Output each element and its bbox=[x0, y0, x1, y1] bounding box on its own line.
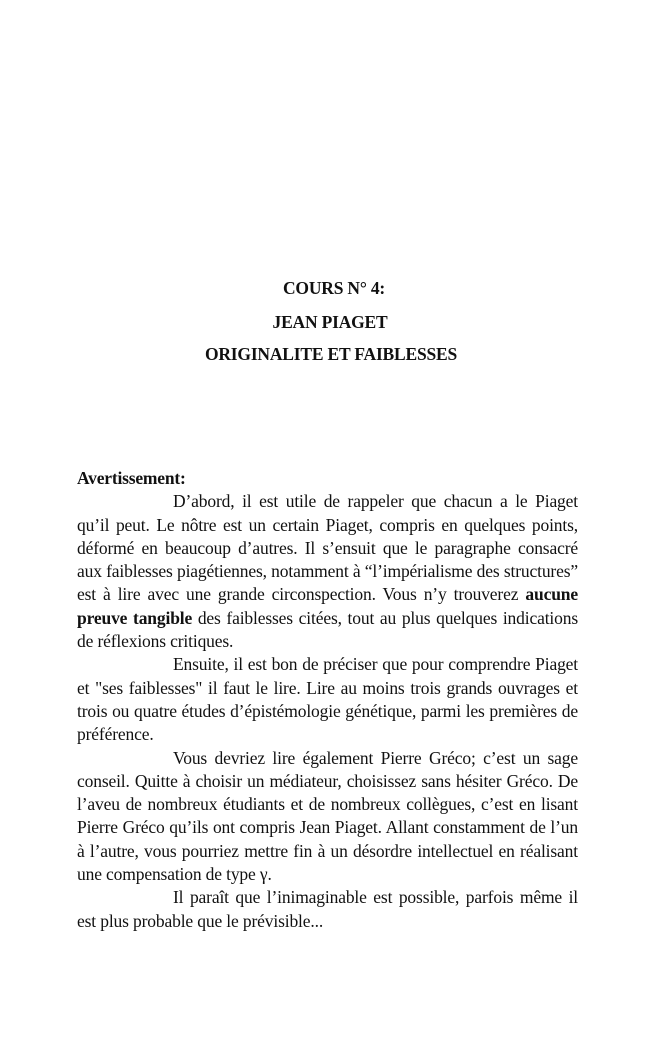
paragraph-1-part-a: D’abord, il est utile de rappeler que chacun a le Piaget qu’il peut. Le nôtre est un certain Piaget, compris en quelques points, déformé en beaucoup d’autres. Il s’ensuit que le paragraphe consacré aux faiblesses piagétiennes, notamment à “l’impérialisme des structures” est à lire avec une grande circonspection. Vous n’y trouverez bbox=[77, 491, 578, 605]
section-heading: Avertissement: bbox=[77, 468, 186, 488]
paragraph-4: Il paraît que l’inimaginable est possible, parfois même il est plus probable que le prévisible... bbox=[77, 887, 578, 931]
paragraph-2: Ensuite, il est bon de préciser que pour comprendre Piaget et "ses faiblesses" il faut le lire. Lire au moins trois grands ouvrages et trois ou quatre études d’épistémologie génétique, parmi les premières de préférence. bbox=[77, 654, 578, 745]
paragraph-3: Vous devriez lire également Pierre Gréco; c’est un sage conseil. Quitte à choisir un médiateur, choisissez sans hésiter Gréco. De l’aveu de nombreux étudiants et de nombreux collègues, c’est en lisant Pierre Gréco qu’ils ont compris Jean Piaget. Allant constamment de l’un à l’autre, vous pourriez mettre fin à un désordre intellectuel en réalisant une compensation de type γ. bbox=[77, 747, 578, 885]
paragraph-1 bbox=[77, 490, 578, 653]
body-text bbox=[77, 467, 578, 933]
paragraph-1-emphasis: aucune preuve tangible bbox=[77, 584, 578, 628]
subject-title: JEAN PIAGET bbox=[272, 312, 388, 332]
paragraph-1-part-b: des faiblesses citées, tout au plus quelques indications de réflexions critiques. bbox=[77, 607, 578, 652]
course-number-title: COURS N° 4: bbox=[282, 278, 386, 298]
subtitle: ORIGINALITE ET FAIBLESSES bbox=[204, 344, 458, 364]
